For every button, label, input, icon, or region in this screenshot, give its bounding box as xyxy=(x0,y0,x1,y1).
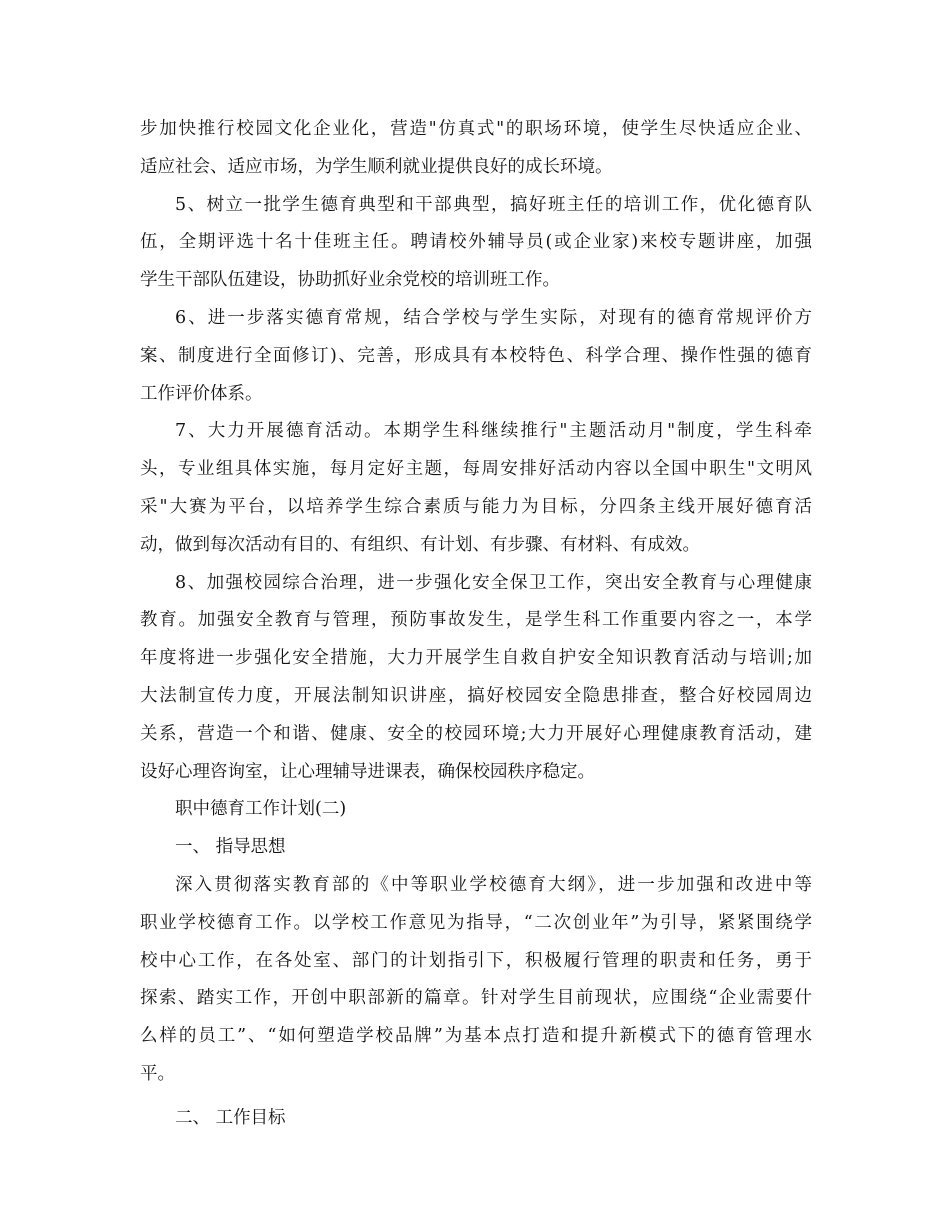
text-line: 大法制宣传力度，开展法制知识讲座，搞好校园安全隐患排查，整合好校园周边 xyxy=(140,685,812,706)
text-line: 采"大赛为平台，以培养学生综合素质与能力为目标，分四条主线开展好德育活 xyxy=(140,496,812,517)
text-line: 年度将进一步强化安全措施，大力开展学生自救自护安全知识教育活动与培训;加 xyxy=(140,648,812,669)
text-line: 步加快推行校园文化企业化，营造"仿真式"的职场环境，使学生尽快适应企业、 xyxy=(140,119,812,139)
text-line: 适应社会、适应市场，为学生顺利就业提供良好的成长环境。 xyxy=(140,156,613,177)
text-line: 关系，营造一个和谐、健康、安全的校园环境;大力开展好心理健康教育活动，建 xyxy=(140,723,812,744)
text-line: 头，专业组具体实施，每月定好主题，每周安排好活动内容以全国中职生"文明风 xyxy=(140,459,812,480)
text-line: 职中德育工作计划(二) xyxy=(175,799,347,820)
text-line: 深入贯彻落实教育部的《中等职业学校德育大纲》，进一步加强和改进中等 xyxy=(175,874,812,895)
text-line: 平。 xyxy=(140,1063,175,1084)
text-line: 校中心工作，在各处室、部门的计划指引下，积极履行管理的职责和任务，勇于 xyxy=(140,950,812,971)
text-line: 一、 指导思想 xyxy=(175,837,286,858)
text-line: 工作评价体系。 xyxy=(140,383,263,404)
text-line: 伍，全期评选十名十佳班主任。聘请校外辅导员(或企业家)来校专题讲座，加强 xyxy=(140,232,812,253)
text-line: 么样的员工”、“如何塑造学校品牌”为基本点打造和提升新模式下的德育管理水 xyxy=(140,1026,812,1047)
text-line: 7、大力开展德育活动。本期学生科继续推行"主题活动月"制度，学生科牵 xyxy=(175,421,812,442)
text-line: 5、树立一批学生德育典型和干部典型，搞好班主任的培训工作，优化德育队 xyxy=(175,194,812,215)
text-line: 教育。加强安全教育与管理，预防事故发生，是学生科工作重要内容之一，本学 xyxy=(140,610,812,631)
document-body xyxy=(140,111,812,1138)
text-line: 设好心理咨询室，让心理辅导进课表，确保校园秩序稳定。 xyxy=(140,761,595,782)
text-line: 案、制度进行全面修订)、完善，形成具有本校特色、科学合理、操作性强的德育 xyxy=(140,345,812,366)
text-line: 职业学校德育工作。以学校工作意见为指导，“二次创业年”为引导，紧紧围绕学 xyxy=(140,912,812,933)
text-line: 动，做到每次活动有目的、有组织、有计划、有步骤、有材料、有成效。 xyxy=(140,534,700,555)
text-line: 学生干部队伍建设，协助抓好业余党校的培训班工作。 xyxy=(140,270,560,291)
text-line: 二、 工作目标 xyxy=(175,1107,286,1128)
text-line: 探索、踏实工作，开创中职部新的篇章。针对学生目前现状，应围绕“企业需要什 xyxy=(140,988,812,1009)
text-line: 6、进一步落实德育常规，结合学校与学生实际，对现有的德育常规评价方 xyxy=(175,307,812,328)
text-line: 8、加强校园综合治理，进一步强化安全保卫工作，突出安全教育与心理健康 xyxy=(175,572,812,593)
